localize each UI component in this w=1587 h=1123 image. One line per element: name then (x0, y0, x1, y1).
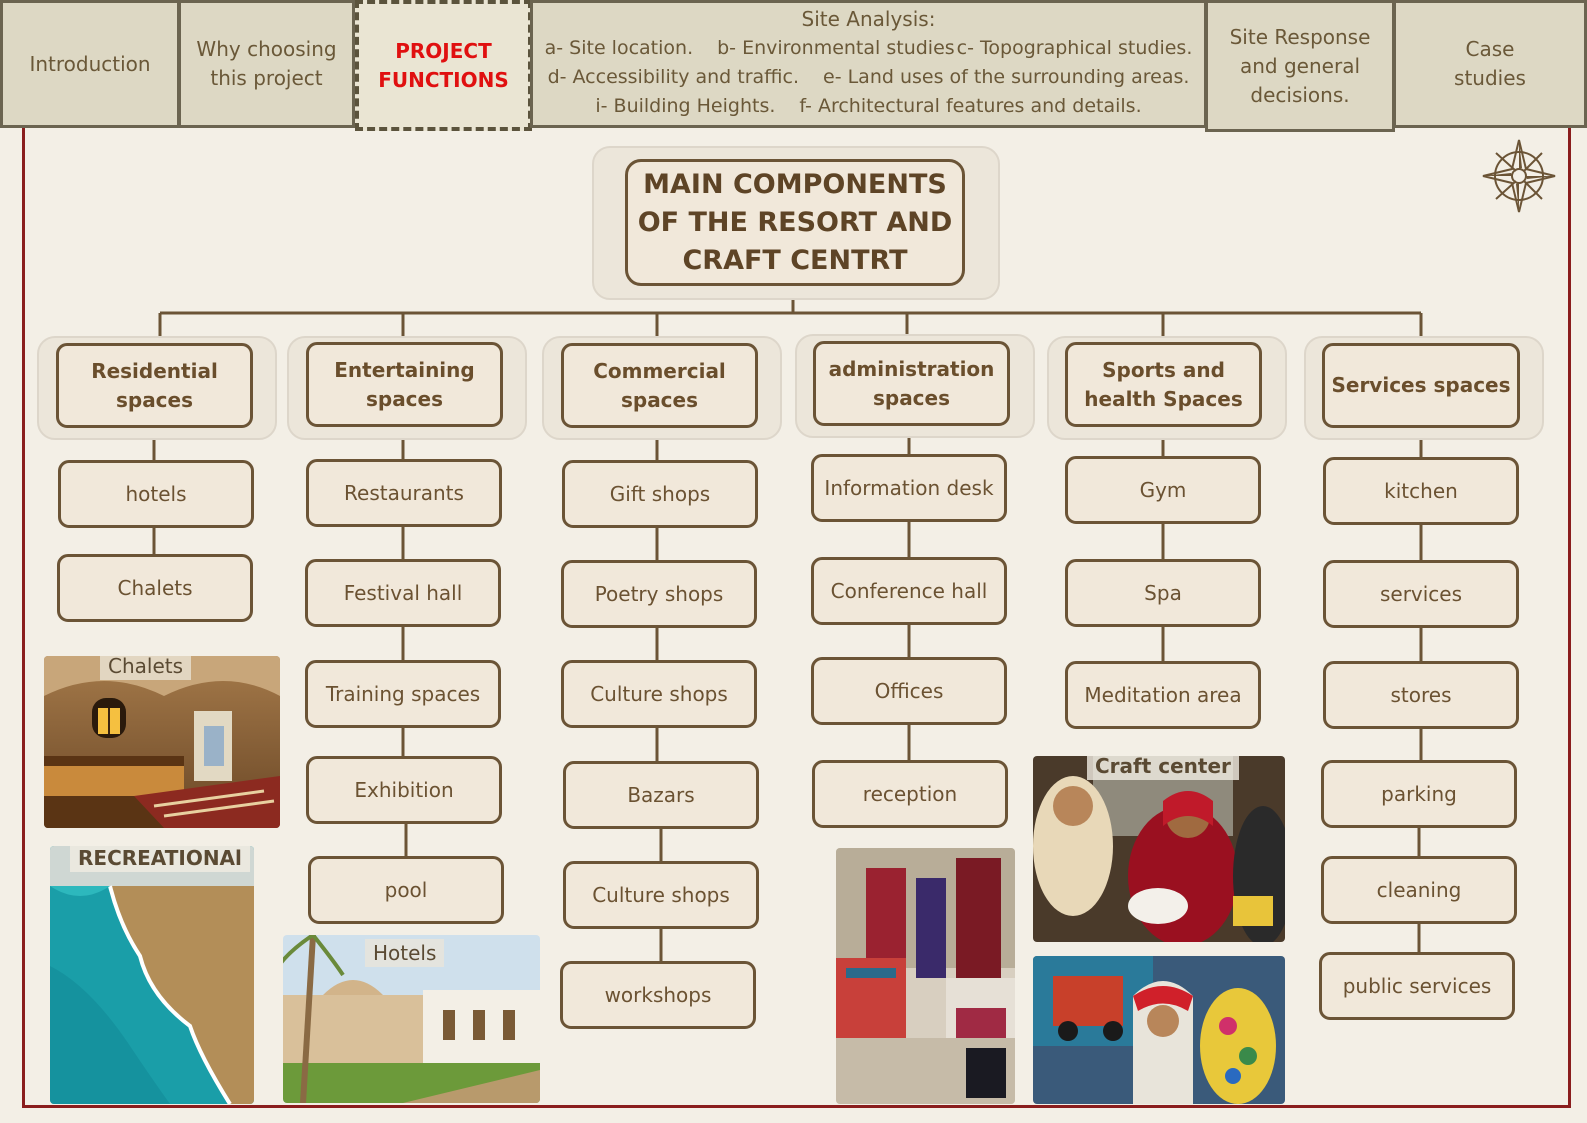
category-administration (813, 341, 1010, 426)
photo-caption: Chalets (100, 656, 191, 680)
tab-label-line: decisions. (1250, 82, 1350, 107)
category-commercial (561, 343, 758, 428)
main-title-line: OF THE RESORT AND (637, 206, 953, 238)
site-analysis-item: b- Environmental studies (717, 37, 955, 59)
site-analysis-item: i- Building Heights. (595, 95, 776, 117)
component-item: Information desk (811, 454, 1007, 522)
category-label-line: spaces (620, 387, 699, 412)
component-item: parking (1321, 760, 1517, 828)
component-item: reception (812, 760, 1008, 828)
component-item: Meditation area (1065, 661, 1261, 729)
craftsman-photo (1033, 956, 1285, 1104)
component-item: Gift shops (562, 460, 758, 528)
market-photo (836, 848, 1015, 1104)
component-item: Conference hall (811, 557, 1007, 625)
category-label-line: administration (828, 356, 995, 381)
component-item: hotels (58, 460, 254, 528)
category-sports-health (1065, 342, 1262, 427)
chalets-photo (44, 656, 280, 828)
component-item: Festival hall (305, 559, 501, 627)
craft-center-photo (1033, 756, 1285, 942)
component-item: Training spaces (305, 660, 501, 728)
main-components-title (625, 159, 965, 286)
category-label-line: Sports and (1102, 357, 1225, 382)
site-analysis-item: c- Topographical studies. (956, 37, 1193, 59)
component-item: Restaurants (306, 459, 502, 527)
tab-label: Introduction (29, 51, 151, 76)
component-item: workshops (560, 961, 756, 1029)
site-analysis-item: e- Land uses of the surrounding areas. (823, 66, 1190, 88)
tab-label: Site Analysis: (801, 7, 936, 31)
category-entertaining (306, 342, 503, 427)
photo-caption: RECREATIONAl (70, 846, 250, 872)
tab-label-line: Case (1465, 37, 1515, 61)
component-item: Gym (1065, 456, 1261, 524)
component-item: Poetry shops (561, 560, 757, 628)
category-label-line: health Spaces (1084, 386, 1243, 411)
tab-label-line: PROJECT (395, 38, 492, 63)
category-label-line: Residential (91, 358, 218, 383)
component-item: Culture shops (563, 861, 759, 929)
site-analysis-item: a- Site location. (544, 37, 694, 59)
category-residential (56, 343, 253, 428)
category-label-line: spaces (365, 386, 444, 411)
component-item: Bazars (563, 761, 759, 829)
site-analysis-item: f- Architectural features and details. (799, 95, 1142, 117)
category-label-line: Services spaces (1331, 373, 1511, 397)
photo-caption: Hotels (365, 939, 444, 967)
component-item: Chalets (57, 554, 253, 622)
category-label-line: spaces (872, 385, 951, 410)
category-label-line: spaces (115, 387, 194, 412)
tab-label-line: FUNCTIONS (378, 67, 509, 92)
component-item: Culture shops (561, 660, 757, 728)
component-item: services (1323, 560, 1519, 628)
main-title-line: CRAFT CENTRT (682, 244, 908, 276)
recreational-photo (50, 846, 254, 1104)
tab-label-line: Why choosing (196, 37, 337, 61)
hotels-photo (283, 935, 540, 1103)
component-item: cleaning (1321, 856, 1517, 924)
photo-caption: Craft center (1087, 756, 1239, 780)
component-item: public services (1319, 952, 1515, 1020)
component-item: pool (308, 856, 504, 924)
category-services (1322, 343, 1520, 428)
main-title-line: MAIN COMPONENTS (643, 168, 947, 200)
category-label-line: Entertaining (334, 357, 475, 382)
tab-label-line: Site Response (1229, 24, 1371, 49)
category-label-line: Commercial (593, 358, 726, 383)
tab-label-line: and general (1240, 53, 1360, 78)
component-item: stores (1323, 661, 1519, 729)
tab-label-line: this project (210, 66, 323, 90)
component-item: Spa (1065, 559, 1261, 627)
component-item: Exhibition (306, 756, 502, 824)
component-item: kitchen (1323, 457, 1519, 525)
site-analysis-item: d- Accessibility and traffic. (547, 66, 800, 88)
component-item: Offices (811, 657, 1007, 725)
tab-label-line: studies (1454, 66, 1526, 90)
